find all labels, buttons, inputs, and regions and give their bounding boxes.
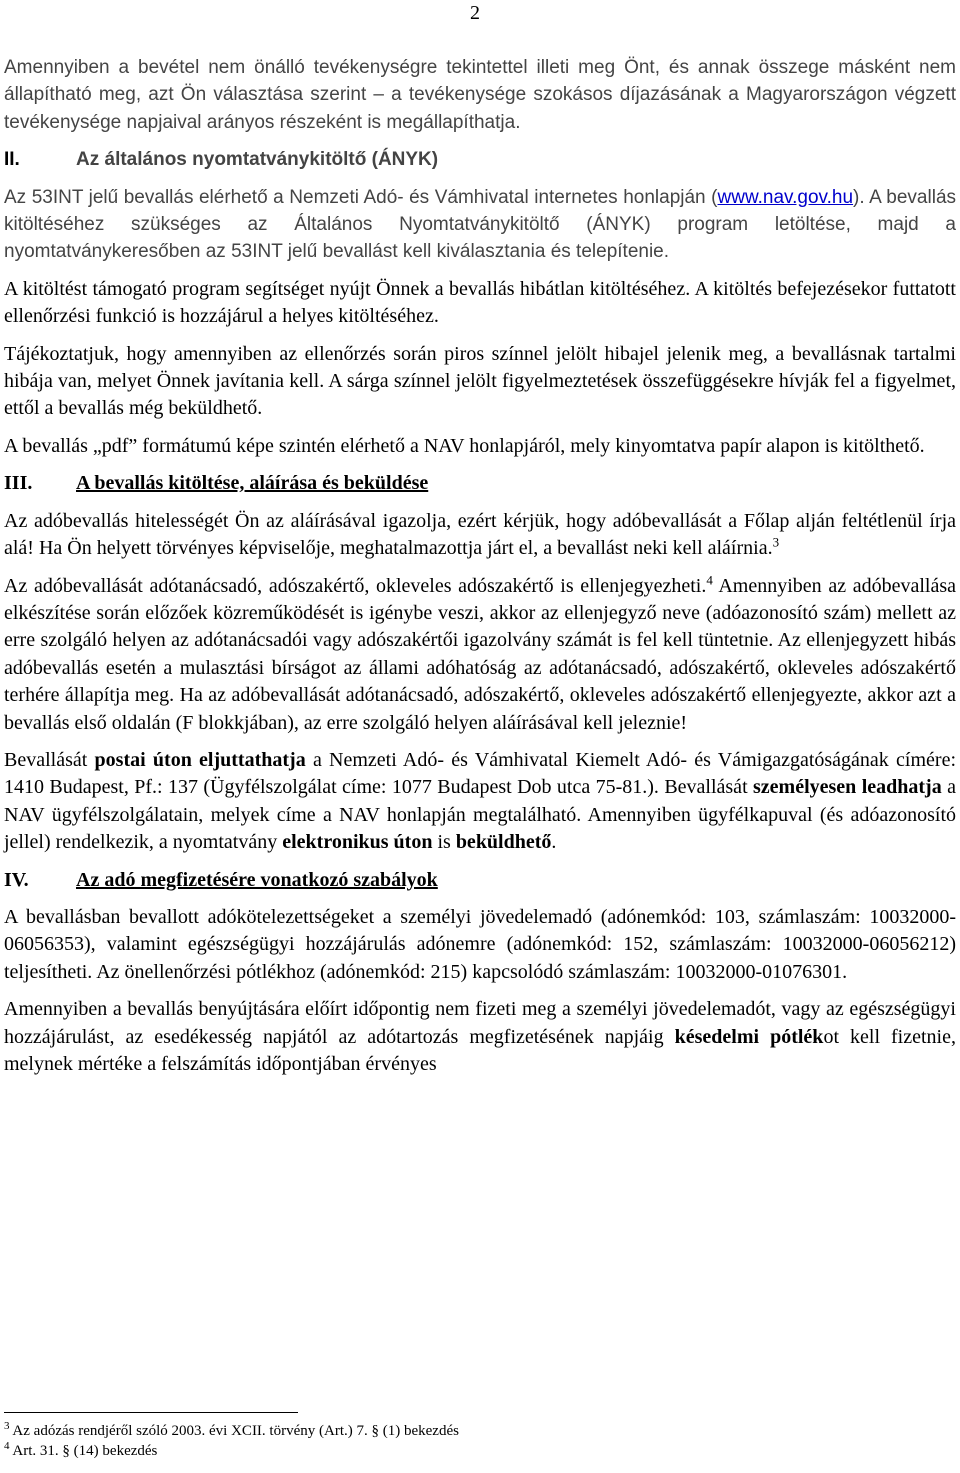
footnote-item xyxy=(4,1421,956,1441)
bold-text: személyesen leadhatja xyxy=(753,776,942,799)
section-heading-anyk xyxy=(4,146,956,173)
section-number: II. xyxy=(4,149,20,171)
text-span: Amennyiben a bevallás benyújtására előírt időpontig nem fizeti meg a személyi jövedelemadót, vagy az egészségügyi hozzájárulást, az esedékesség napjától az adótartozás megfizetésének napjáig xyxy=(4,998,956,1048)
footnote-ref: 3 xyxy=(772,534,780,550)
text-span: is xyxy=(432,831,456,854)
footnote-mark: 3 xyxy=(4,1420,10,1432)
paragraph-late-fee xyxy=(4,996,956,1078)
nav-website-link[interactable]: www.nav.gov.hu xyxy=(717,186,854,208)
footnote-ref: 4 xyxy=(706,571,713,587)
text-span: Az adóbevallás hitelességét Ön az aláírásával igazolja, ezért kérjük, hogy adóbevallását a Főlap alján feltétlenül írja alá! Ha Ön helyett törvényes képviselője, meghatalmazottja járt el, a bevallást neki kell aláírnia. xyxy=(4,509,956,560)
footnote-text: Art. 31. § (14) bekezdés xyxy=(9,1443,158,1459)
section-title: Az adó megfizetésére vonatkozó szabályok xyxy=(76,868,438,891)
paragraph-error-info: Tájékoztatjuk, hogy amennyiben az ellenőrzés során piros színnel jelölt hibajel jelenik meg, a bevallásnak tartalmi hibája van, melyet Önnek javítania kell. A sárga színnel jelölt figyelmeztetések összefüggésekre hívják fel a figyelmet, ettől a bevallás még beküldhető. xyxy=(4,342,956,420)
footnote-divider xyxy=(4,1412,298,1413)
footnote-item xyxy=(4,1441,956,1461)
section-number: IV. xyxy=(4,868,29,891)
paragraph-delivery xyxy=(4,747,956,857)
section-title: A bevallás kitöltése, aláírása és beküldése xyxy=(76,472,429,495)
bold-text: beküldhető xyxy=(455,831,552,854)
section-title: Az általános nyomtatványkitöltő (ÁNYK) xyxy=(76,149,439,171)
text-span: Amennyiben az adóbevallása elkészítése során előzőek közreműködését is igénybe veszi, akkor az ellenjegyző neve (adóazonosító szám) mellett az erre szolgáló helyen az adótanácsadói vagy adószakértői igazolvány számát is fel kell tüntetnie. Az ellenjegyzett hibás adóbevallás esetén a mulasztási bírságot az állami adóhatóság az adótanácsadó, adószakértő, okleveles adószakértő terhére állapítja meg. Ha az adóbevallását adótanácsadó, adószakértő, okleveles adószakértő ellenjegyezte, akkor azt a bevallás első oldalán (F blokkjában), az erre szolgáló helyen aláírásával kell jeleznie! xyxy=(4,574,957,734)
section-heading-payment xyxy=(4,867,956,894)
paragraph-pdf-format: A bevallás „pdf” formátumú képe szintén elérhető a NAV honlapjáról, mely kinyomtatva papír alapon is kitölthető. xyxy=(4,434,925,457)
section-heading-submission xyxy=(4,470,956,497)
footnotes xyxy=(4,1412,956,1461)
text-span: Az 53INT jelű bevallás elérhető a Nemzeti Adó- és Vámhivatal internetes honlapján ( xyxy=(4,186,718,208)
bold-text: késedelmi pótlék xyxy=(674,1025,824,1048)
text-span: Az adóbevallását adótanácsadó, adószakértő, okleveles adószakértő is ellenjegyezheti. xyxy=(4,574,707,597)
text-span: a Nemzeti Adó- és Vámhivatal Kiemelt Adó- és Vámigazgatóságának címére: 1410 Budapest, Pf.: 137 (Ügyfélszolgálat címe: 1077 Budapest Dob utca 75-81.). Bevallását xyxy=(4,748,956,799)
page-number: 2 xyxy=(470,2,480,24)
paragraph-anyk-download xyxy=(4,184,956,266)
text-span: ot kell fizetnie, melynek mértéke a felszámítás időpontjában érvényes xyxy=(4,1025,956,1075)
bold-text: postai úton eljuttathatja xyxy=(94,748,306,771)
paragraph-income-allocation: Amennyiben a bevétel nem önálló tevékenységre tekintettel illeti meg Önt, és annak összege másként nem állapítható meg, azt Ön választása szerint – a tevékenysége szokásos díjazásának a Magyarországon végzett tevékenysége napjaival arányos részeként is megállapíthatja. xyxy=(4,57,956,133)
section-number: III. xyxy=(4,472,33,495)
text-span: ). A bevallás kitöltéséhez szükséges az Általános Nyomtatványkitöltő (ÁNYK) program letöltése, majd a nyomtatványkeresőben az 53INT jelű bevallást kell kiválasztania és telepítenie. xyxy=(4,186,957,263)
text-span: Bevallását xyxy=(4,748,95,771)
paragraph-countersign xyxy=(4,573,956,737)
paragraph-account-numbers: A bevallásban bevallott adókötelezettségeket a személyi jövedelemadó (adónemkód: 103, számlaszám: 10032000-06056353), valamint egészségügyi hozzájárulás adónemre (adónemkód: 152, számlaszám: 10032000-06056212) teljesítheti. Az önellenőrzési pótlékhoz (adónemkód: 215) kapcsolódó számlaszám: 10032000-01076301. xyxy=(4,905,956,983)
text-span: a NAV ügyfélszolgálatain, melyek címe a NAV honlapján megtalálható. Amennyiben ügyfélkapuval (és adóazonosító jellel) rendelkezik, a nyomtatvány xyxy=(4,776,956,854)
paragraph-program-help: A kitöltést támogató program segítséget nyújt Önnek a bevallás hibátlan kitöltéséhez. A kitöltés befejezésekor futtatott ellenőrzési funkció is hozzájárul a helyes kitöltéséhez. xyxy=(4,277,956,328)
paragraph-signature xyxy=(4,508,956,563)
document-body xyxy=(4,54,956,1078)
bold-text: elektronikus úton xyxy=(282,831,433,854)
footnote-mark: 4 xyxy=(4,1440,10,1452)
text-span: . xyxy=(551,831,557,854)
footnote-text: Az adózás rendjéről szóló 2003. évi XCII. törvény (Art.) 7. § (1) bekezdés xyxy=(9,1423,459,1439)
